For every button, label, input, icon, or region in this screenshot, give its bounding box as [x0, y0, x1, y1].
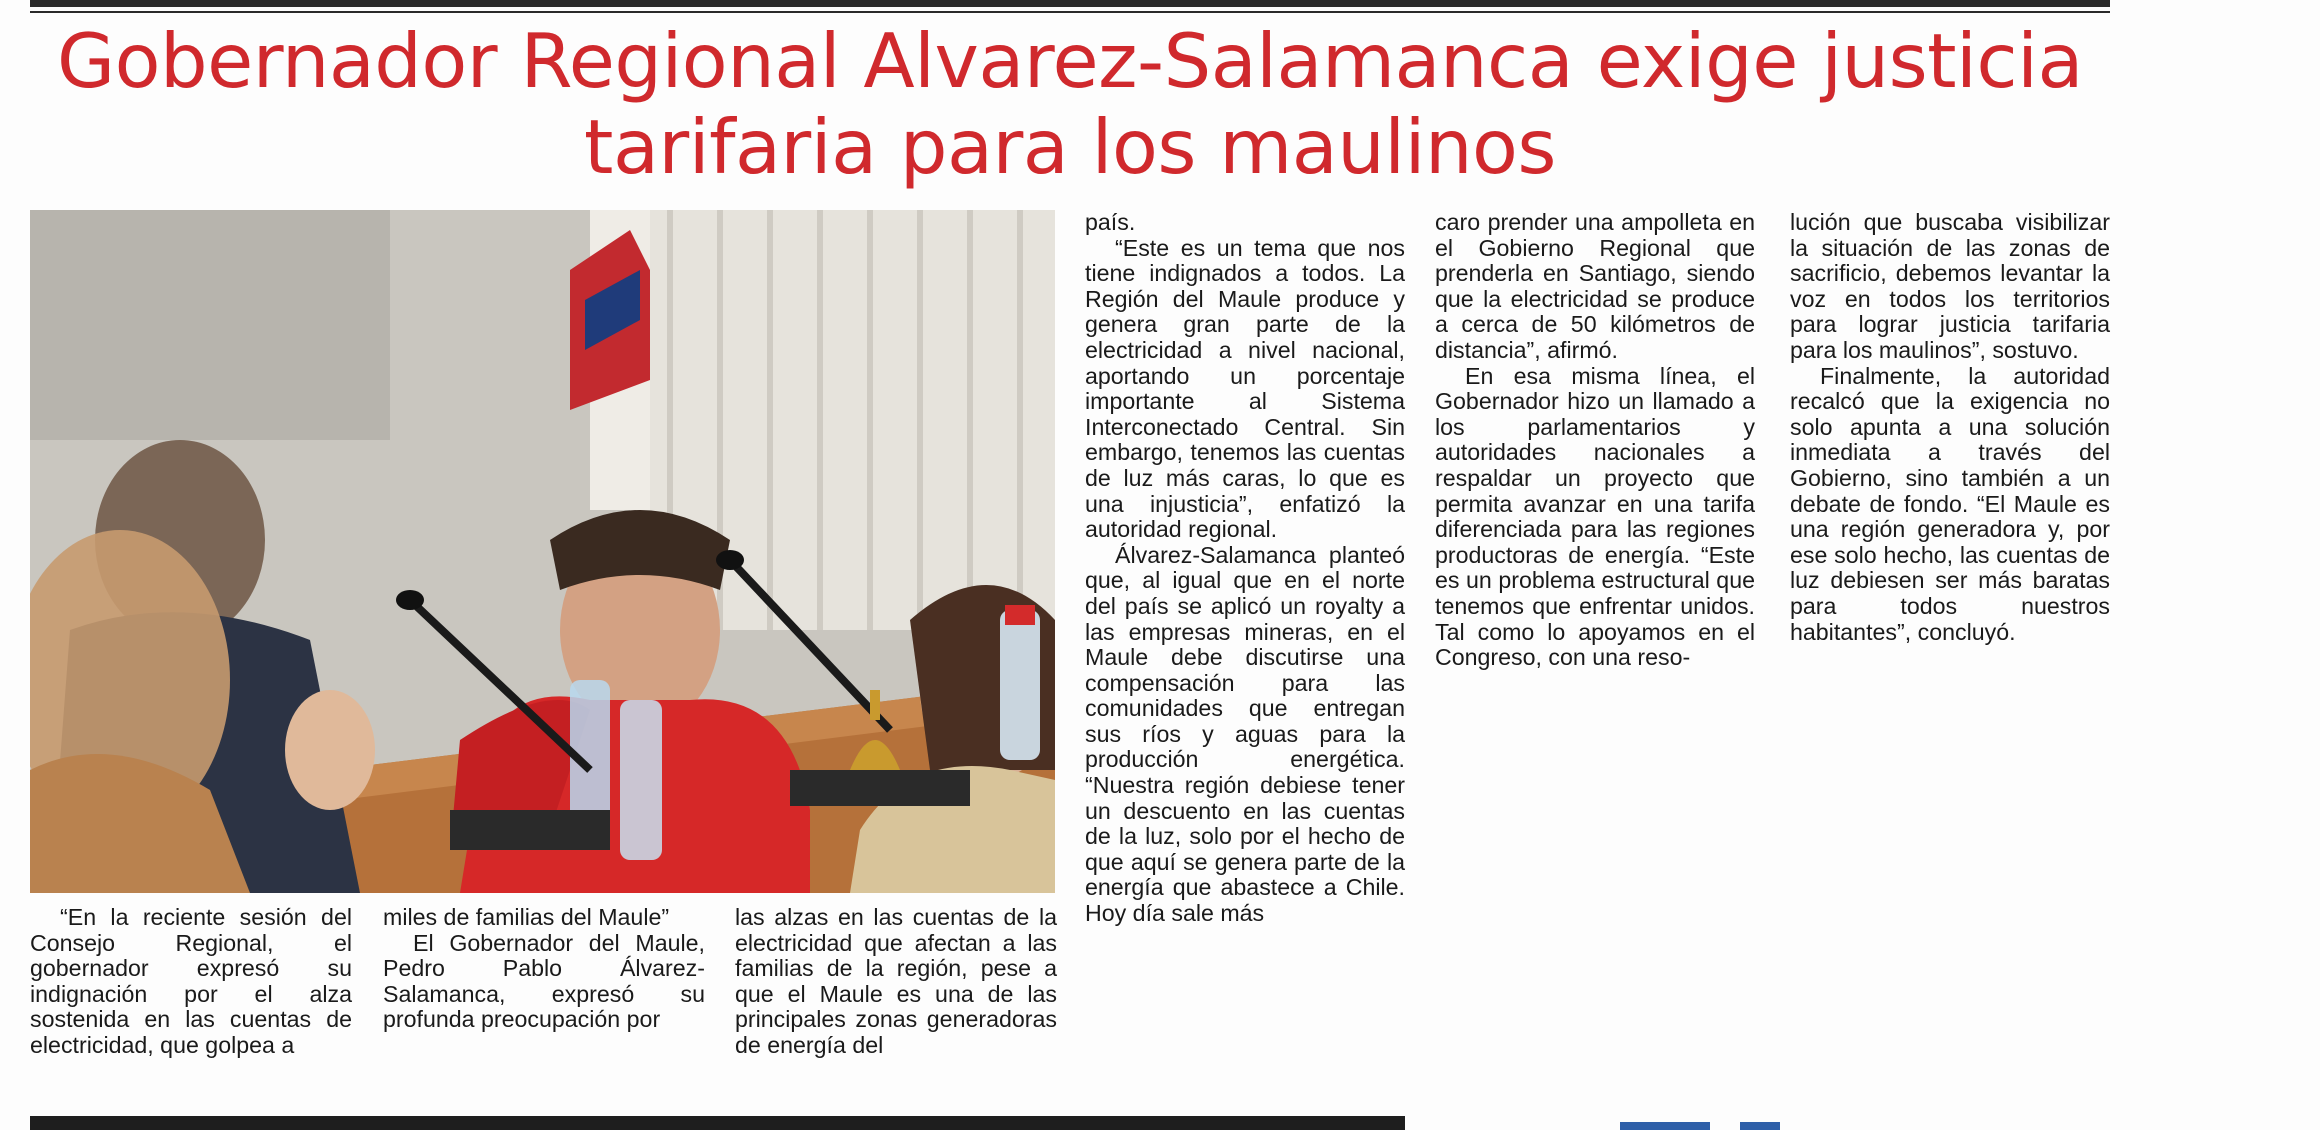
article-column-5 — [1435, 210, 1755, 671]
article-column-2 — [383, 905, 705, 1033]
paragraph: En esa misma línea, el Gobernador hizo un llamado a los parlamentarios y autoridades nacionales a respaldar un proyecto que permita avanzar en una tarifa diferenciada para las regiones productoras de energía. “Este es un problema estructural que tenemos que enfrentar unidos. Tal como lo apoyamos en el Congreso, con una reso- — [1435, 362, 1755, 671]
top-rule-thin — [30, 11, 2110, 13]
article-column-3 — [735, 905, 1057, 1059]
article-column-1 — [30, 905, 352, 1059]
headline — [30, 18, 2110, 190]
paragraph: “Este es un tema que nos tiene indignados a todos. La Región del Maule produce y genera gran parte de la electricidad a nivel nacional, aportando un porcentaje importante al Sistema Interconectado Central. Sin embargo, tenemos las cuentas de luz más caras, lo que es una injusticia”, enfatizó la autoridad regional. — [1085, 234, 1405, 543]
paragraph: “En la reciente sesión del Consejo Regional, el gobernador expresó su indignación por el alza sostenida en las cuentas de electricidad, que golpea a — [30, 904, 352, 1058]
paragraph: las alzas en las cuentas de la electricidad que afectan a las familias de la región, pese a que el Maule es una de las principales zonas generadoras de energía del — [735, 904, 1057, 1058]
top-rule — [30, 0, 2110, 7]
meeting-photo — [30, 210, 1055, 893]
paragraph: Álvarez-Salamanca planteó que, al igual que en el norte del país se aplicó un royalty a las empresas mineras, en el Maule debe discutirse una compensación para las comunidades que entregan sus ríos y aguas para la producción energética. “Nuestra región debiese tener un descuento en las cuentas de la luz, solo por el hecho de que aquí se genera parte de la energía que abastece a Chile. Hoy día sale más — [1085, 541, 1405, 927]
paragraph: país. — [1085, 209, 1136, 235]
article-column-4 — [1085, 210, 1405, 927]
paragraph: miles de familias del Maule” — [383, 904, 670, 930]
article-column-6 — [1790, 210, 2110, 645]
headline-line-2: tarifaria para los maulinos — [584, 103, 1556, 191]
paragraph: Finalmente, la autoridad recalcó que la exigencia no solo apunta a una solución inmediata a través del Gobierno, sino también a un debate de fondo. “El Maule es una región generadora y, por ese solo hecho, las cuentas de luz debiesen ser más baratas para todos nuestros habitantes”, concluyó. — [1790, 362, 2110, 645]
meeting-photo-illustration — [30, 210, 1055, 893]
headline-line-1: Gobernador Regional Alvarez-Salamanca exige justicia — [57, 17, 2083, 105]
paragraph: El Gobernador del Maule, Pedro Pablo Álvarez-Salamanca, expresó su profunda preocupación por — [383, 929, 705, 1033]
next-article-fragment — [1620, 1122, 1860, 1130]
paragraph: caro prender una ampolleta en el Gobierno Regional que prenderla en Santiago, siendo que la electricidad se produce a cerca de 50 kilómetros de distancia”, afirmó. — [1435, 209, 1755, 363]
paragraph: lución que buscaba visibilizar la situación de las zonas de sacrificio, debemos levantar la voz en todos los territorios para lograr justicia tarifaria para los maulinos”, sostuvo. — [1790, 209, 2110, 363]
bottom-rule — [30, 1116, 1405, 1130]
